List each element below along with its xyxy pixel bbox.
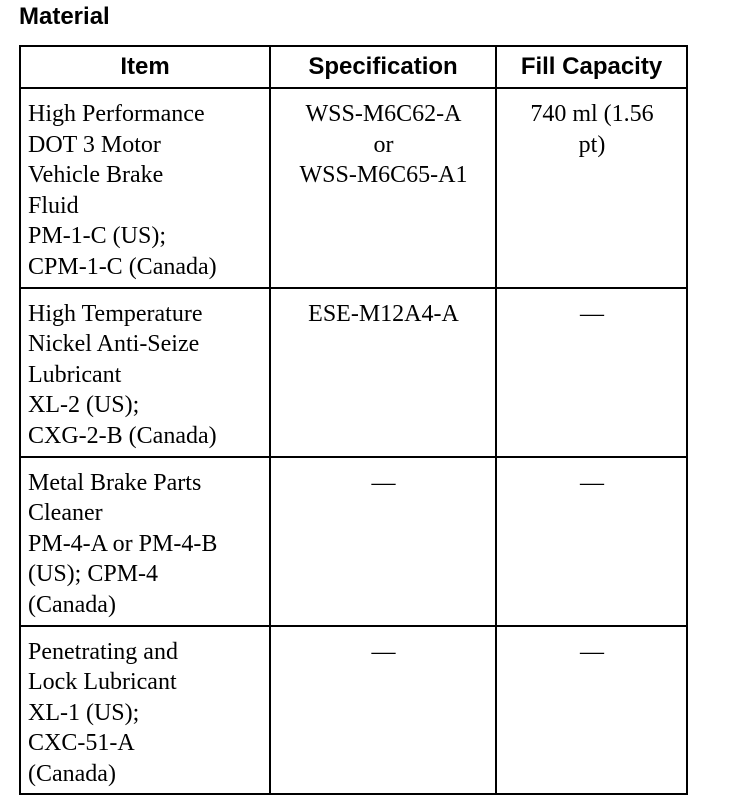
item-line: CXC-51-A (28, 730, 135, 757)
item-line: Vehicle Brake (28, 162, 164, 189)
item-line: DOT 3 Motor (28, 131, 161, 158)
specification-line: or (373, 131, 394, 158)
item-line: Fluid (28, 192, 79, 219)
table-header-row (20, 46, 687, 88)
item-line: PM-1-C (US); (28, 223, 167, 250)
table-row (20, 88, 687, 288)
item-line: High Performance (28, 101, 205, 127)
fill-capacity-line: — (580, 469, 604, 496)
table-row (20, 288, 687, 457)
item-line: Penetrating and (28, 638, 178, 665)
fill-capacity-cell (496, 626, 687, 795)
fill-capacity-cell (496, 288, 687, 457)
header-item: Item (20, 46, 270, 88)
specification-line: — (371, 469, 396, 496)
fill-capacity-cell (496, 457, 687, 626)
specification-cell (270, 457, 496, 626)
specification-cell (270, 88, 496, 288)
fill-capacity-line: — (580, 638, 604, 665)
fill-capacity-cell (496, 88, 687, 288)
item-cell (20, 457, 270, 626)
item-line: CPM-1-C (Canada) (28, 253, 217, 280)
fill-capacity-line: — (580, 300, 604, 327)
item-line: Nickel Anti-Seize (28, 331, 200, 358)
item-line: XL-1 (US); (28, 699, 140, 726)
specification-line: — (371, 638, 396, 665)
item-line: XL-2 (US); (28, 392, 140, 419)
specification-line: WSS-M6C65-A1 (299, 162, 468, 189)
specification-cell (270, 288, 496, 457)
item-cell (20, 626, 270, 795)
item-line: Cleaner (28, 500, 103, 527)
item-line: (Canada) (28, 760, 116, 787)
specification-line: WSS-M6C62-A (305, 101, 462, 127)
item-line: Lubricant (28, 361, 122, 388)
material-table (19, 45, 688, 795)
item-line: High Temperature (28, 300, 203, 327)
item-cell (20, 88, 270, 288)
item-line: (Canada) (28, 591, 116, 618)
specification-line: ESE-M12A4-A (308, 300, 459, 327)
header-specification: Specification (270, 46, 496, 88)
table-row (20, 457, 687, 626)
fill-capacity-line: pt) (578, 131, 606, 158)
item-line: (US); CPM-4 (28, 561, 159, 588)
item-cell (20, 288, 270, 457)
item-line: Metal Brake Parts (28, 469, 202, 496)
item-line: PM-4-A or PM-4-B (28, 530, 218, 557)
header-fill-capacity: Fill Capacity (496, 46, 687, 88)
item-line: CXG-2-B (Canada) (28, 422, 217, 449)
fill-capacity-line: 740 ml (1.56 (530, 101, 654, 127)
item-line: Lock Lubricant (28, 669, 177, 696)
specification-cell (270, 626, 496, 795)
page-title: Material (19, 3, 110, 30)
table-row (20, 626, 687, 795)
